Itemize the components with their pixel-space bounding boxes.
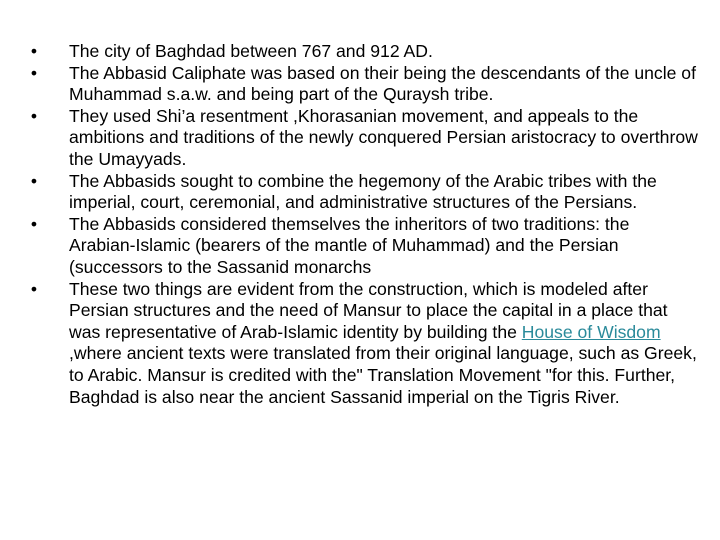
bullet-dot-icon: • [30,105,38,126]
bullet-text: The Abbasids considered themselves the inheritors of two traditions: the Arabian-Islamic (bearers of the mantle of Muhammad) and the Persian (successors to the Sassanid monarchs [69,213,630,277]
bullet-item-4 [28,171,698,214]
bullet-item-3 [28,106,698,171]
bullet-text: The Abbasids sought to combine the hegemony of the Arabic tribes with the imperial, court, ceremonial, and administrative structures of the Persians. [69,170,657,213]
bullet-item-6 [28,279,698,409]
bullet-dot-icon: • [30,62,38,83]
bullet-dot-icon: • [30,41,38,61]
bullet-item-1 [28,41,698,63]
bullet-item-2 [28,63,698,106]
bullet-text-after-link: ,where ancient texts were translated from their original language, such as Greek, to Arabic. Mansur is credited with the" Translation Movement "for this. Further, Baghdad is also near the ancient Sassanid imperial on the Tigris River. [69,343,697,407]
bullet-item-5 [28,214,698,279]
bullet-text-before-link: These two things are evident from the construction, which is modeled after Persian structures and the need of Mansur to place the capital in a place that was representative of Arab-Islamic identity by building the [69,278,668,342]
bullet-dot-icon: • [30,213,38,234]
bullet-text: The city of Baghdad between 767 and 912 AD. [69,41,433,61]
house-of-wisdom-link[interactable]: House of Wisdom [521,321,661,342]
bullet-text: The Abbasid Caliphate was based on their being the descendants of the uncle of Muhammad s.a.w. and being part of the Quraysh tribe. [69,62,696,105]
bullet-text: They used Shi’a resentment ,Khorasanian movement, and appeals to the ambitions and traditions of the newly conquered Persian aristocracy to overthrow the Umayyads. [69,105,698,169]
bullet-list [28,41,698,408]
bullet-dot-icon: • [30,170,38,191]
bullet-dot-icon: • [30,278,38,299]
